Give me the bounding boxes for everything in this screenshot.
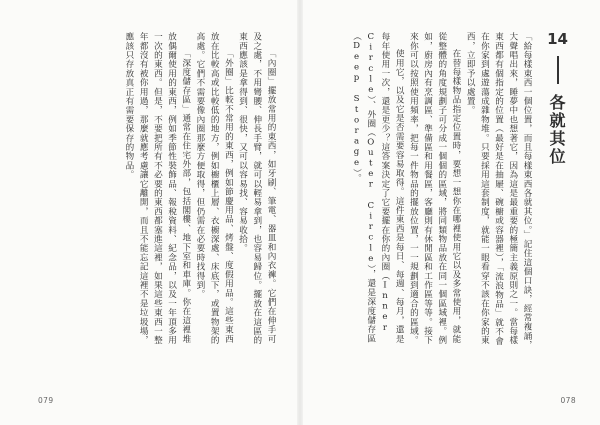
chapter-rule xyxy=(557,56,559,84)
paragraph: 在替每樣物品指定位置時，要想一想你在哪裡使用它以及多常使用，就能從整體的角度規劃子可分成一個個的區域，將同類物品放在同一個區域裡。例如，廚房內有烹調區、準備區和用餐區，客廳則有休閒區和工作區等等。接下來你可以按照使用頻率，把每一件物品的擺放位置，一一規劃到適合的區域。 xyxy=(408,32,461,345)
paragraph: 「深度儲存區」通常在住宅外部，包括閣樓、地下室和車庫。你在這裡堆放偶爾使用的東西，例如季節性裝飾品、報稅資料、紀念品，以及一年頂多用一次的東西。但是，不要把所有不必要的東西都塞進這裡，如果這些東西一整年都沒有被你用過，那麼就應考慮讓它離開，而且不能忘記這裡不是垃圾場，應該只存放真正有需要保存的物品。 xyxy=(123,32,191,345)
left-page-body xyxy=(60,32,278,350)
paragraph: 「給每樣東西一個位置，而且每樣東西各就其位。」記住這個口訣，經常複誦，大聲唱出來，睡夢中也想著它，因為這是最重要的極簡主義原則之一。當每樣東西都有個指定的位置（最好是在抽屜、碗櫥或容器裡），「流浪物品」就不會在你家到處遊蕩成雜物堆。只要採用這套制度，就能一眼看穿不該在你家的東西，立即予以處置。 xyxy=(465,32,532,350)
chapter-title: 各就其位 xyxy=(547,94,566,166)
book-gutter xyxy=(297,0,303,425)
paragraph: 「外圈」比較不常用的東西，例如節慶用品、烤盤、度假用品。這些東西放在比較高或比較低的地方，例如櫥櫃上層、衣櫥深處、床底下，或置物架的高處。它們不需要像內圈那麼方便取得，但仍需在必要時找得到。 xyxy=(194,32,234,345)
chapter-heading xyxy=(532,30,576,360)
page-number: 079 xyxy=(38,396,54,405)
right-page xyxy=(300,0,600,425)
page-number: 078 xyxy=(560,396,576,405)
paragraph: 「內圈」擺放常用的東西，如牙刷、筆電、器皿和內衣褲。它們在伸手可及之處，不用彎腰、伸長手臂，就可以輕易拿到，也容易歸位。擺放在這區的東西應該是拿得到、很快，又可以容易找、容易收拾。 xyxy=(237,32,276,345)
paragraph: 使用它，以及它是否需要容易取得。這件東西是每日、每週、每月，還是每年使用一次，還是更少？這答案決定了它要擺在你的內圈（Inner Circle）、外圈（Outer Circle），還是深度儲存區（Deep Storage）。 xyxy=(351,32,405,344)
right-page-body xyxy=(324,32,534,350)
chapter-number: 14 xyxy=(547,30,568,48)
